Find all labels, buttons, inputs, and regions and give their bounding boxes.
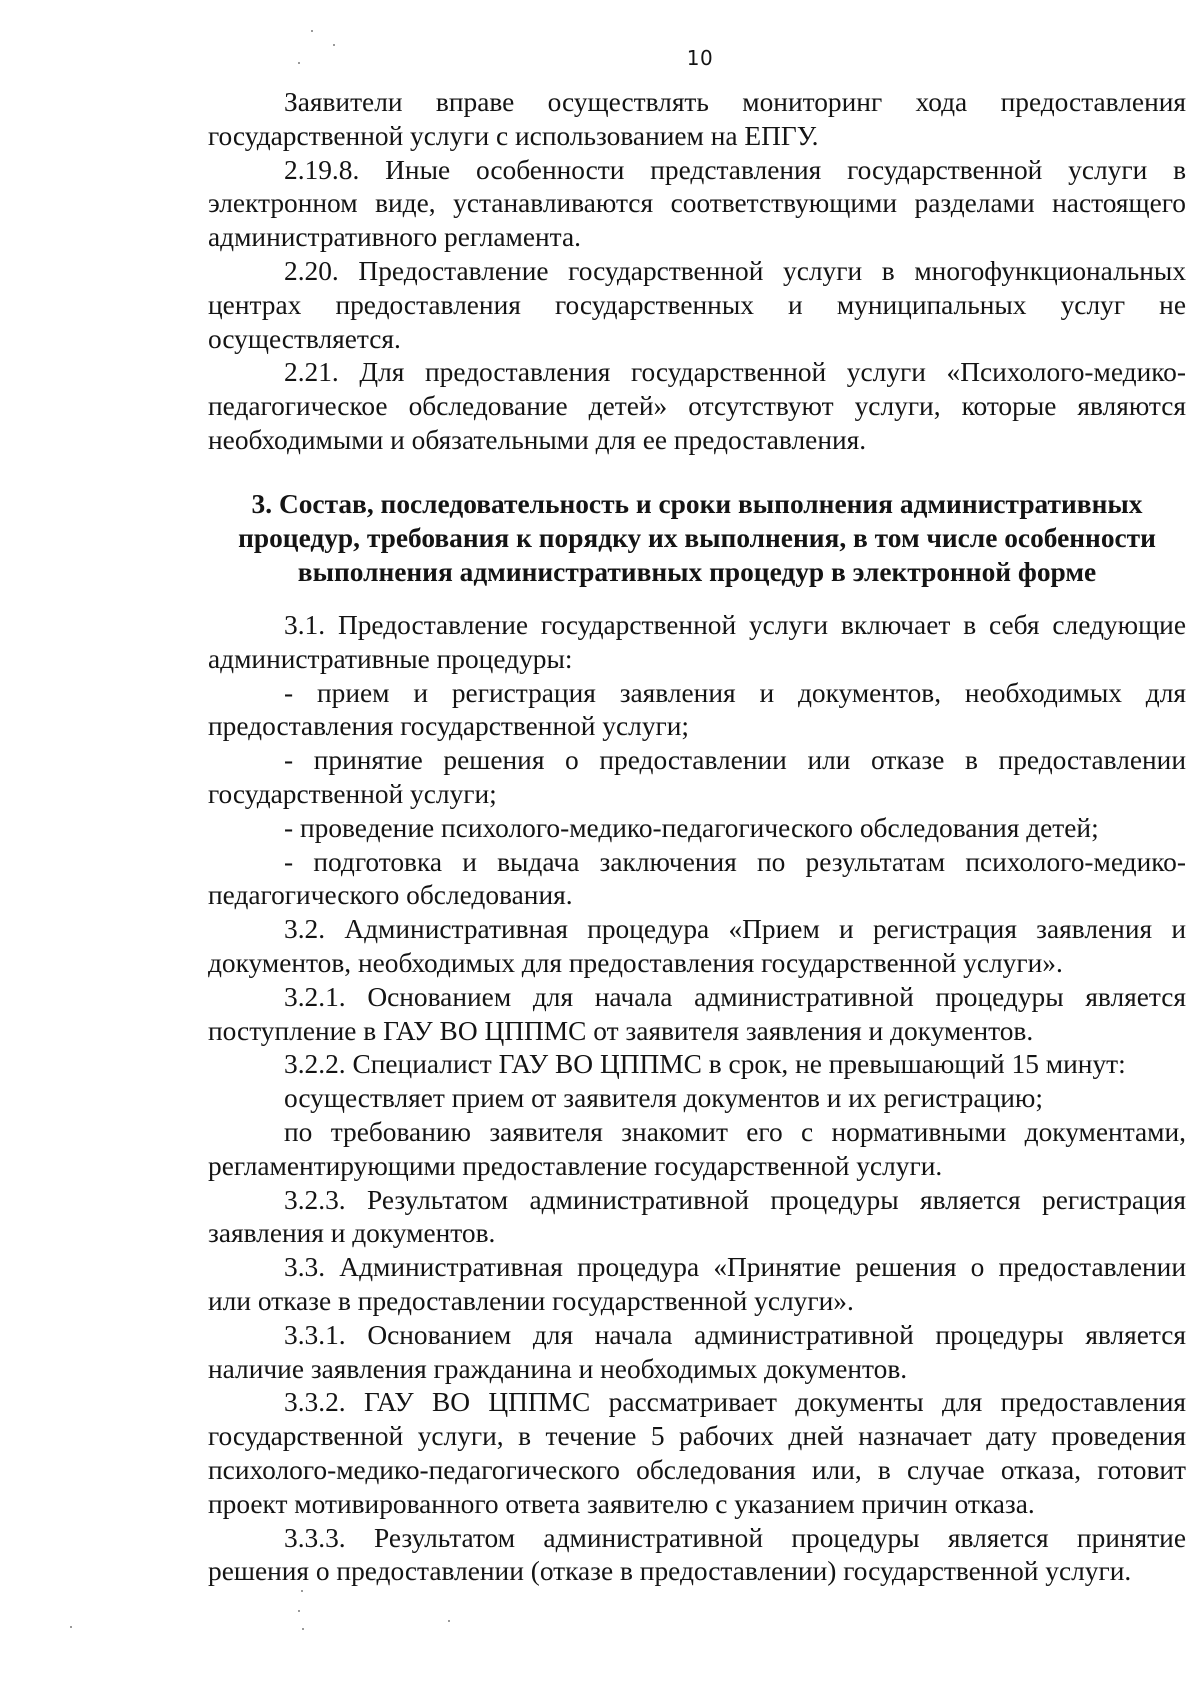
scan-speck [448,1620,450,1622]
paragraph: 3.2.3. Результатом административной процедуры является регистрация заявления и документов. [208,1184,1186,1249]
paragraph: 3.3. Административная процедура «Принятие решения о предоставлении или отказе в предоставлении государственной услуги». [208,1252,1186,1316]
paragraph: 3.2.1. Основанием для начала административной процедуры является поступление в ГАУ ВО ЦППМС от заявителя заявления и документов. [208,981,1186,1046]
scan-speck [302,1628,304,1630]
body-text-bottom [208,609,1186,1589]
paragraph: 2.21. Для предоставления государственной услуги «Психолого-медико-педагогическое обследование детей» отсутствуют услуги, которые являются необходимыми и обязательными для ее предоставления. [208,357,1186,455]
scan-speck [301,1590,303,1592]
paragraph: 3.2. Административная процедура «Прием и регистрация заявления и документов, необходимых для предоставления государственной услуги». [208,914,1186,978]
paragraph: 3.3.1. Основанием для начала административной процедуры является наличие заявления гражданина и необходимых документов. [208,1319,1186,1384]
paragraph: 2.20. Предоставление государственной услуги в многофункциональных центрах предоставления государственных и муниципальных услуг не осуществляется. [208,255,1186,354]
scan-speck [298,1610,300,1612]
paragraph: 3.3.3. Результатом административной процедуры является принятие решения о предоставлении (отказе в предоставлении) государственной услуги. [208,1522,1186,1587]
paragraph: Заявители вправе осуществлять мониторинг хода предоставления государственной услуги с использованием на ЕПГУ. [208,87,1186,151]
paragraph: осуществляет прием от заявителя документов и их регистрацию; [284,1083,1043,1114]
scan-speck [298,62,300,64]
page-number: 10 [686,46,714,70]
paragraph: по требованию заявителя знакомит его с нормативными документами, регламентирующими предоставление государственной услуги. [208,1116,1186,1181]
list-item: - подготовка и выдача заключения по результатам психолого-медико-педагогического обследования. [208,846,1186,911]
paragraph: 3.2.2. Специалист ГАУ ВО ЦППМС в срок, не превышающий 15 минут: [284,1049,1126,1080]
scan-speck [311,30,313,32]
paragraph: 3.3.2. ГАУ ВО ЦППМС рассматривает документы для предоставления государственной услуги, в течение 5 рабочих дней назначает дату проведения психолого-медико-педагогического обследования или, в случае отказа, готовит проект мотивированного ответа заявителю с указанием причин отказа. [208,1387,1186,1519]
scan-speck [333,44,335,46]
scan-speck [70,1626,72,1628]
paragraph: 3.1. Предоставление государственной услуги включает в себя следующие административные процедуры: [208,610,1186,674]
body-text-top [208,86,1186,458]
list-item: - прием и регистрация заявления и документов, необходимых для предоставления государственной услуги; [208,677,1186,742]
section-heading: 3. Состав, последовательность и сроки выполнения административных процедур, требования к порядку их выполнения, в том числе особенности выполнения административных процедур в электронной форме [238,489,1156,587]
list-item: - принятие решения о предоставлении или отказе в предоставлении государственной услуги; [208,745,1186,809]
list-item: - проведение психолого-медико-педагогического обследования детей; [284,812,1099,843]
paragraph: 2.19.8. Иные особенности представления государственной услуги в электронном виде, устанавливаются соответствующими разделами настоящего административного регламента. [208,154,1186,253]
